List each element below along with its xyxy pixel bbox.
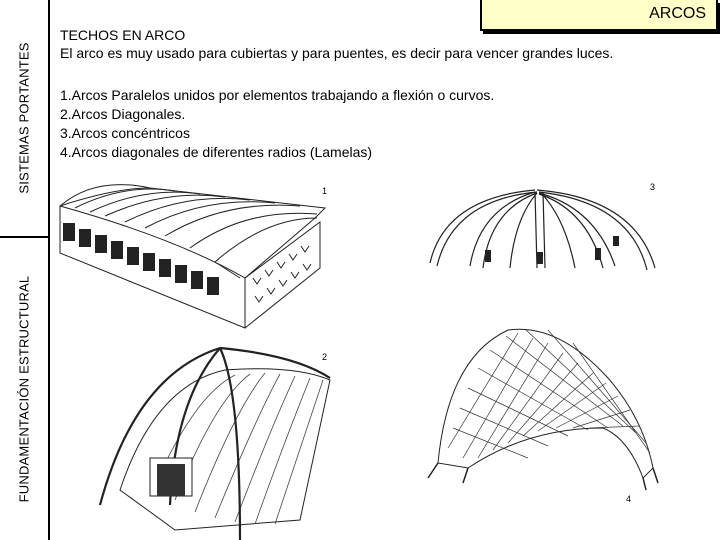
concentric-arches-drawing [425,178,670,278]
list-item: 3.Arcos concéntricos [60,125,190,141]
figure-number-4: 4 [626,494,632,504]
page-title: ARCOS [649,5,706,22]
title-box [480,0,718,31]
list-item: 2.Arcos Diagonales. [60,106,186,122]
figure-number-3: 3 [650,182,656,192]
sidebar-label-sistemas-portantes: SISTEMAS PORTANTES [16,42,32,194]
figure-lamella-vault [408,318,663,508]
parallel-arches-drawing [55,178,330,343]
arch-types-list [60,86,494,162]
figure-number-1: 1 [322,186,328,196]
section-heading: TECHOS EN ARCO [60,27,186,43]
section-description: El arco es muy usado para cubiertas y para puentes, es decir para vencer grandes luces. [60,45,614,61]
diagonal-arches-drawing [95,340,335,540]
list-item: 4.Arcos diagonales de diferentes radios (Lamelas) [60,144,373,160]
list-item: 1.Arcos Paralelos unidos por elementos trabajando a flexión o curvos. [60,87,495,103]
figure-parallel-arches [55,178,330,343]
figure-concentric-arches [425,178,670,278]
sidebar-section-bottom [0,238,50,540]
figure-diagonal-arches [95,340,335,540]
figure-number-2: 2 [322,352,328,362]
lamella-vault-drawing [408,318,663,508]
sidebar-section-top [0,0,50,238]
sidebar-label-fundamentacion: FUNDAMENTACIÓN ESTRUCTURAL [16,275,32,503]
